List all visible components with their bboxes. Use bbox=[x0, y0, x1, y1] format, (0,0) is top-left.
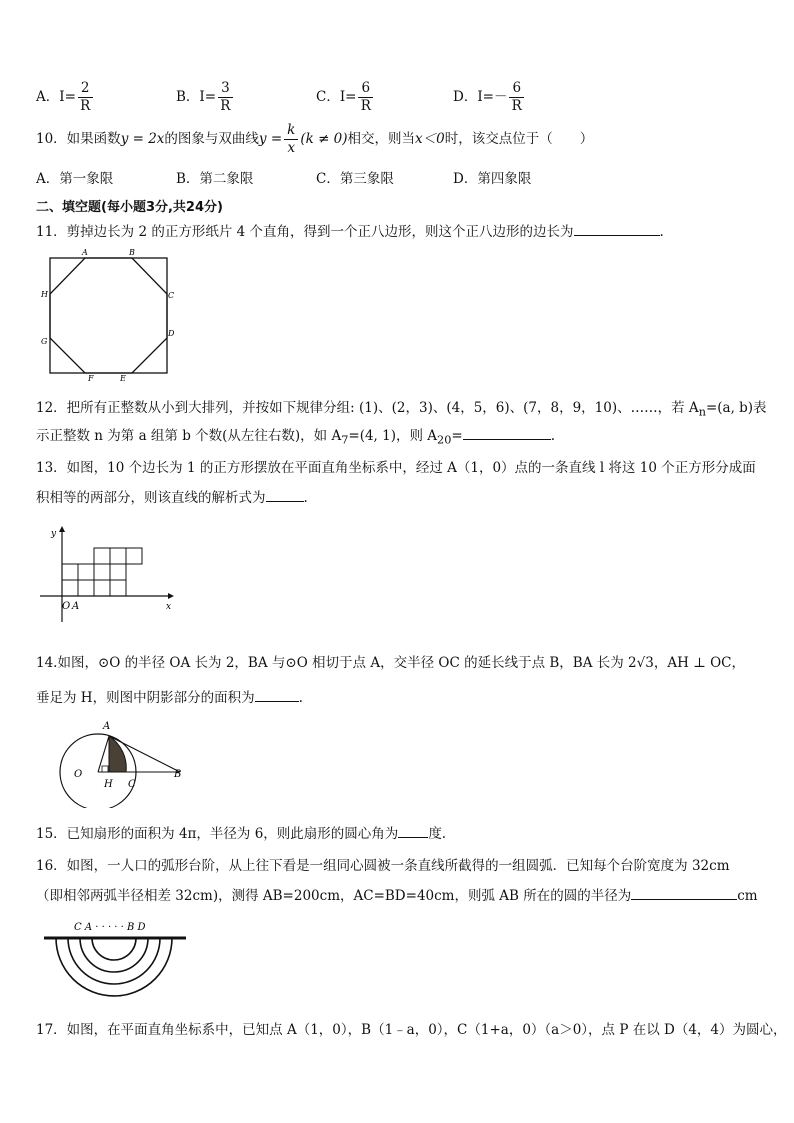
q13-line2: 积相等的两部分，则该直线的解析式为 . bbox=[36, 490, 308, 506]
label-d: D bbox=[168, 329, 175, 338]
label-c: C bbox=[128, 779, 136, 790]
q10-option-a: A．第一象限 bbox=[36, 171, 114, 187]
label-o: O bbox=[74, 769, 83, 780]
answer-blank[interactable] bbox=[266, 501, 304, 502]
label-b: B bbox=[174, 769, 182, 780]
q12-line1: 12．把所有正整数从小到大排列，并按如下规律分组: (1)、(2，3)、(4，5，6)、(7，8，9，10)、……，若 $A_n=(a$, b)表 bbox=[36, 400, 767, 419]
q13-line1: 13．如图，10 个边长为 1 的正方形摆放在平面直角坐标系中，经过 A（1，0）点的一条直线 l 将这 10 个正方形分成面 bbox=[36, 460, 756, 476]
q9-option-b: B．I= $\frac{3}{R}$ bbox=[176, 80, 235, 115]
line-oa bbox=[98, 736, 109, 772]
origin-label: O bbox=[62, 601, 71, 612]
squares-grid-figure bbox=[34, 518, 176, 628]
q16-line2: （即相邻两弧半径相差 32cm)，测得 AB=200cm，AC=BD=40cm，则弧 AB 所在的圆的半径为 cm bbox=[36, 888, 758, 904]
circle-tangent-figure bbox=[40, 716, 190, 808]
q9-option-d: D．I=－ $\frac{6}{R}$ bbox=[453, 80, 526, 115]
answer-blank[interactable] bbox=[398, 837, 428, 838]
x-axis-arrow bbox=[168, 593, 174, 599]
right-angle-mark bbox=[102, 766, 108, 772]
label-a: A bbox=[82, 248, 88, 257]
q10-option-b: B．第二象限 bbox=[176, 171, 254, 187]
label-h: H bbox=[104, 779, 113, 790]
octagon-outline bbox=[50, 258, 167, 373]
answer-blank[interactable] bbox=[255, 701, 299, 702]
label-b: B bbox=[129, 248, 135, 257]
q14-line2: 垂足为 H，则图中阴影部分的面积为 . bbox=[36, 690, 303, 706]
shaded-region bbox=[109, 736, 126, 772]
concentric-arcs bbox=[56, 938, 172, 996]
q16-line1: 16．如图，一人口的弧形台阶，从上往下看是一组同心圆被一条直线所截得的一组圆弧．已知每个台阶宽度为 32cm bbox=[36, 858, 730, 874]
q17-stem: 17．如图，在平面直角坐标系中，已知点 A（1，0），B（1﹣a，0），C（1+a，0）（a＞0），点 P 在以 D（4，4）为圆心， bbox=[36, 1022, 787, 1038]
q9-option-a: A．I= $\frac{2}{R}$ bbox=[36, 80, 95, 115]
q10-option-d: D．第四象限 bbox=[453, 171, 532, 187]
q9-option-c: C．I= $\frac{6}{R}$ bbox=[316, 80, 375, 115]
axis-label-x: x bbox=[166, 602, 172, 612]
label-f: F bbox=[88, 374, 94, 383]
arc-labels: C A · · · · · B D bbox=[74, 922, 146, 933]
label-a: A bbox=[103, 721, 111, 732]
answer-blank[interactable] bbox=[463, 439, 551, 440]
q12-line2: 示正整数 n 为第 a 组第 b 个数(从左往右数)，如 $A_7=(4$, 1)，则 $A_{20}=$ . bbox=[36, 428, 555, 447]
label-g: G bbox=[41, 337, 48, 346]
octagon-figure bbox=[38, 248, 178, 384]
axis-label-y: y bbox=[51, 529, 57, 539]
answer-blank[interactable] bbox=[631, 899, 737, 900]
arc-steps-figure bbox=[40, 914, 190, 1004]
q14-line1: 14.如图，⊙O 的半径 OA 长为 2，BA 与⊙O 相切于点 A，交半径 OC 的延长线于点 B，BA 长为 2√3，AH ⊥ OC， bbox=[36, 655, 746, 671]
point-a-label: A bbox=[72, 601, 80, 612]
label-c: C bbox=[168, 291, 175, 300]
answer-blank[interactable] bbox=[574, 235, 660, 236]
q10-stem: 10．如果函数y = 2x的图象与双曲线y = $\frac{k}{x}$ (k ≠ 0)相交，则当x＜0时，该交点位于（ ） bbox=[36, 122, 594, 156]
y-axis-arrow bbox=[59, 526, 65, 532]
section-heading: 二、填空题(每小题3分,共24分) bbox=[36, 200, 223, 215]
q15-stem: 15．已知扇形的面积为 4π，半径为 6，则此扇形的圆心角为 度. bbox=[36, 826, 447, 842]
grid-squares bbox=[62, 548, 142, 596]
q10-option-c: C．第三象限 bbox=[316, 171, 394, 187]
q11-stem: 11．剪掉边长为 2 的正方形纸片 4 个直角，得到一个正八边形，则这个正八边形的边长为 . bbox=[36, 224, 664, 240]
label-e: E bbox=[120, 374, 126, 383]
label-h: H bbox=[41, 290, 48, 299]
